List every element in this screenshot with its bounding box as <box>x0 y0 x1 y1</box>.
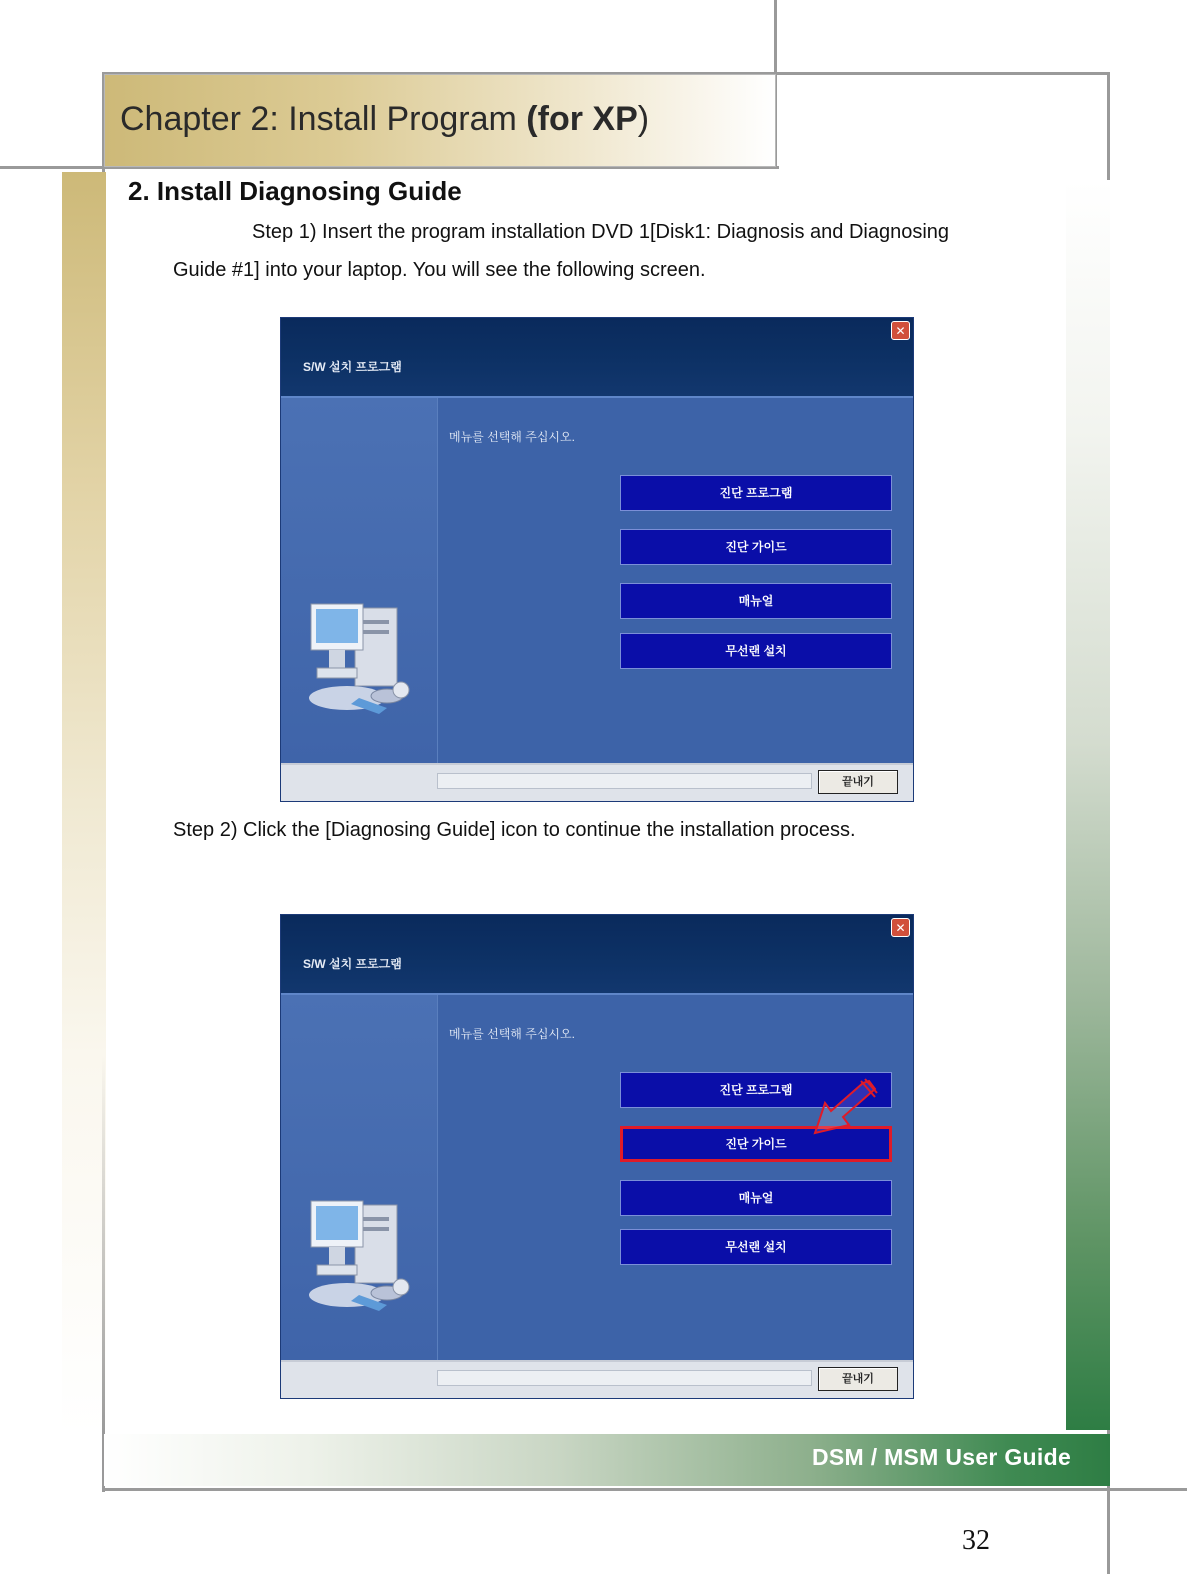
step1-line1: Step 1) Insert the program installation DVD 1[Disk1: Diagnosis and Diagnosing <box>252 221 950 243</box>
footer-right-line <box>1066 1488 1187 1491</box>
footer-guide-title: DSM / MSM User Guide <box>812 1444 1072 1470</box>
installer-screenshot-2 <box>280 914 914 1399</box>
menu-prompt: 메뉴를 선택해 주십시오. <box>449 1027 575 1041</box>
chapter-title-close: ) <box>637 100 650 138</box>
installer-header <box>281 915 913 995</box>
installer-side-panel <box>281 398 437 763</box>
section-heading: 2. Install Diagnosing Guide <box>128 176 462 206</box>
computer-icon <box>305 1195 415 1315</box>
wireless-lan-install-button[interactable]: 무선랜 설치 <box>620 633 892 669</box>
diagnosing-guide-button-highlighted[interactable]: 진단 가이드 <box>620 1126 892 1162</box>
right-decor-band <box>1066 180 1110 1430</box>
chapter-title-main: Chapter 2: Install Program <box>120 100 527 138</box>
window-close-icon[interactable]: ✕ <box>891 918 910 937</box>
page-number: 32 <box>962 1525 990 1556</box>
diagnostic-program-button[interactable]: 진단 프로그램 <box>620 475 892 511</box>
progress-bar <box>437 773 812 789</box>
installer-footer <box>281 1360 913 1399</box>
panel-divider <box>437 995 438 1360</box>
installer-side-panel <box>281 995 437 1360</box>
exit-button[interactable]: 끝내기 <box>818 770 898 794</box>
menu-prompt: 메뉴를 선택해 주십시오. <box>449 430 575 444</box>
computer-icon <box>305 598 415 718</box>
installer-header <box>281 318 913 398</box>
step1-line2: Guide #1] into your laptop. You will see the following screen. <box>173 259 706 281</box>
frame-bottom-line <box>102 1488 1110 1491</box>
left-decor-band <box>62 172 106 1434</box>
panel-divider <box>437 398 438 763</box>
window-close-icon[interactable]: ✕ <box>891 321 910 340</box>
diagnostic-program-button[interactable]: 진단 프로그램 <box>620 1072 892 1108</box>
chapter-title-bold: (for XP <box>526 100 638 138</box>
exit-button[interactable]: 끝내기 <box>818 1367 898 1391</box>
installer-footer <box>281 763 913 802</box>
wireless-lan-install-button[interactable]: 무선랜 설치 <box>620 1229 892 1265</box>
step2-text: Step 2) Click the [Diagnosing Guide] icon to continue the installation process. <box>173 819 856 841</box>
installer-title: S/W 설치 프로그램 <box>303 360 402 374</box>
diagnosing-guide-button[interactable]: 진단 가이드 <box>620 529 892 565</box>
manual-button[interactable]: 매뉴얼 <box>620 1180 892 1216</box>
progress-bar <box>437 1370 812 1386</box>
installer-screenshot-1 <box>280 317 914 802</box>
pointer-arrow-icon <box>809 1077 879 1143</box>
chapter-title <box>120 100 649 139</box>
manual-button[interactable]: 매뉴얼 <box>620 583 892 619</box>
installer-title: S/W 설치 프로그램 <box>303 957 402 971</box>
